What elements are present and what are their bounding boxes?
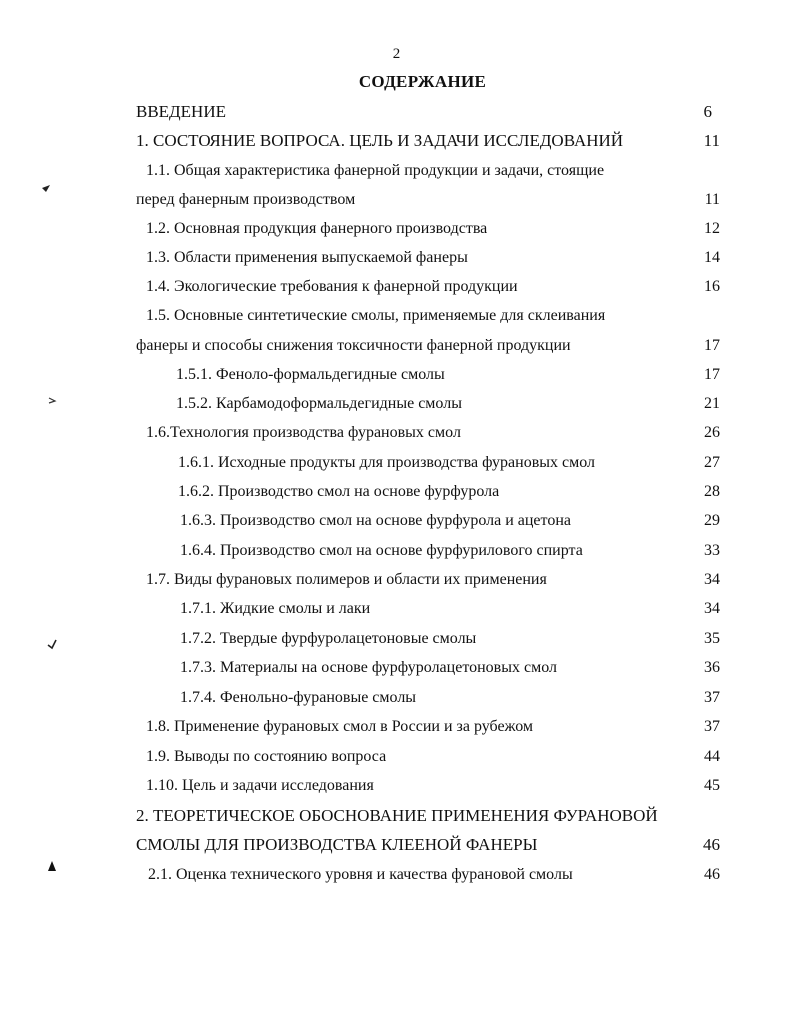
toc-entry-text: 1.5. Основные синтетические смолы, применяемые для склеивания [146, 307, 606, 324]
toc-entry-page: 26 [704, 424, 720, 441]
toc-entry-page: 44 [704, 748, 720, 765]
toc-entry-text: 1.9. Выводы по состоянию вопроса [146, 748, 387, 765]
toc-entry-page: 17 [704, 337, 720, 354]
margin-mark-icon [46, 638, 58, 650]
toc-entry-page: 6 [703, 102, 712, 121]
toc-entry-text: 1.7.2. Твердые фурфуролацетоновые смолы [180, 630, 477, 647]
toc-entry-text: ВВЕДЕНИЕ [136, 102, 226, 121]
toc-entry-text: 1.5.1. Феноло-формальдегидные смолы [176, 366, 445, 383]
toc-entry-text: 1.6.2. Производство смол на основе фурфурола [178, 483, 500, 500]
toc-entry-page: 37 [704, 689, 720, 706]
toc-entry-page: 16 [704, 278, 720, 295]
page-title: СОДЕРЖАНИЕ [358, 72, 487, 91]
toc-entry-page: 12 [704, 220, 720, 237]
toc-entry-text: 2. ТЕОРЕТИЧЕСКОЕ ОБОСНОВАНИЕ ПРИМЕНЕНИЯ ФУРАНОВОЙ [136, 806, 658, 825]
toc-entry-text: 1.3. Области применения выпускаемой фанеры [146, 249, 468, 266]
margin-mark-icon [46, 860, 58, 872]
toc-entry-page: 34 [704, 600, 720, 617]
toc-entry-text: 1.8. Применение фурановых смол в России и за рубежом [146, 718, 534, 735]
toc-entry-text: 1.6.Технология производства фурановых смол [146, 424, 461, 441]
toc-entry-page: 46 [704, 866, 720, 883]
toc-entry-text: 2.1. Оценка технического уровня и качества фурановой смолы [148, 866, 573, 883]
toc-entry-page: 34 [704, 571, 720, 588]
toc-entry-text: фанеры и способы снижения токсичности фанерной продукции [136, 337, 571, 354]
toc-entry-text: СМОЛЫ ДЛЯ ПРОИЗВОДСТВА КЛЕЕНОЙ ФАНЕРЫ [136, 835, 538, 854]
toc-entry-page: 14 [704, 249, 720, 266]
toc-entry-text: 1.7. Виды фурановых полимеров и области их применения [146, 571, 547, 588]
toc-entry-text: 1.6.4. Производство смол на основе фурфурилового спирта [180, 542, 583, 559]
toc-entry-text: 1.7.3. Материалы на основе фурфуролацетоновых смол [180, 659, 557, 676]
toc-entry-text: 1. СОСТОЯНИЕ ВОПРОСА. ЦЕЛЬ И ЗАДАЧИ ИССЛЕДОВАНИЙ [136, 131, 624, 150]
toc-entry-page: 36 [704, 659, 720, 676]
toc-entry-page: 21 [704, 395, 720, 412]
toc-entry-text: 1.10. Цель и задачи исследования [146, 777, 374, 794]
toc-entry-page: 11 [704, 191, 720, 208]
toc-entry-page: 45 [704, 777, 720, 794]
toc-entry-text: 1.1. Общая характеристика фанерной продукции и задачи, стоящие [146, 162, 605, 179]
toc-entry-page: 46 [703, 835, 720, 854]
page-number: 2 [392, 46, 401, 62]
toc-entry-text: 1.2. Основная продукция фанерного производства [146, 220, 488, 237]
toc-entry-page: 28 [704, 483, 720, 500]
toc-entry-page: 37 [704, 718, 720, 735]
toc-entry-text: 1.6.1. Исходные продукты для производства фурановых смол [178, 454, 596, 471]
margin-mark-icon [40, 182, 52, 194]
toc-entry-text: перед фанерным производством [136, 191, 356, 208]
toc-entry-text: 1.5.2. Карбамодоформальдегидные смолы [176, 395, 462, 412]
margin-mark-icon [46, 394, 58, 406]
toc-entry-page: 33 [704, 542, 720, 559]
toc-entry-text: 1.4. Экологические требования к фанерной продукции [146, 278, 518, 295]
toc-entry-page: 27 [704, 454, 720, 471]
toc-entry-page: 11 [703, 131, 720, 150]
toc-entry-page: 29 [704, 512, 720, 529]
toc-entry-text: 1.6.3. Производство смол на основе фурфурола и ацетона [180, 512, 571, 529]
toc-entry-page: 35 [704, 630, 720, 647]
toc-entry-page: 17 [704, 366, 720, 383]
toc-entry-text: 1.7.1. Жидкие смолы и лаки [180, 600, 371, 617]
toc-entry-text: 1.7.4. Фенольно-фурановые смолы [180, 689, 417, 706]
